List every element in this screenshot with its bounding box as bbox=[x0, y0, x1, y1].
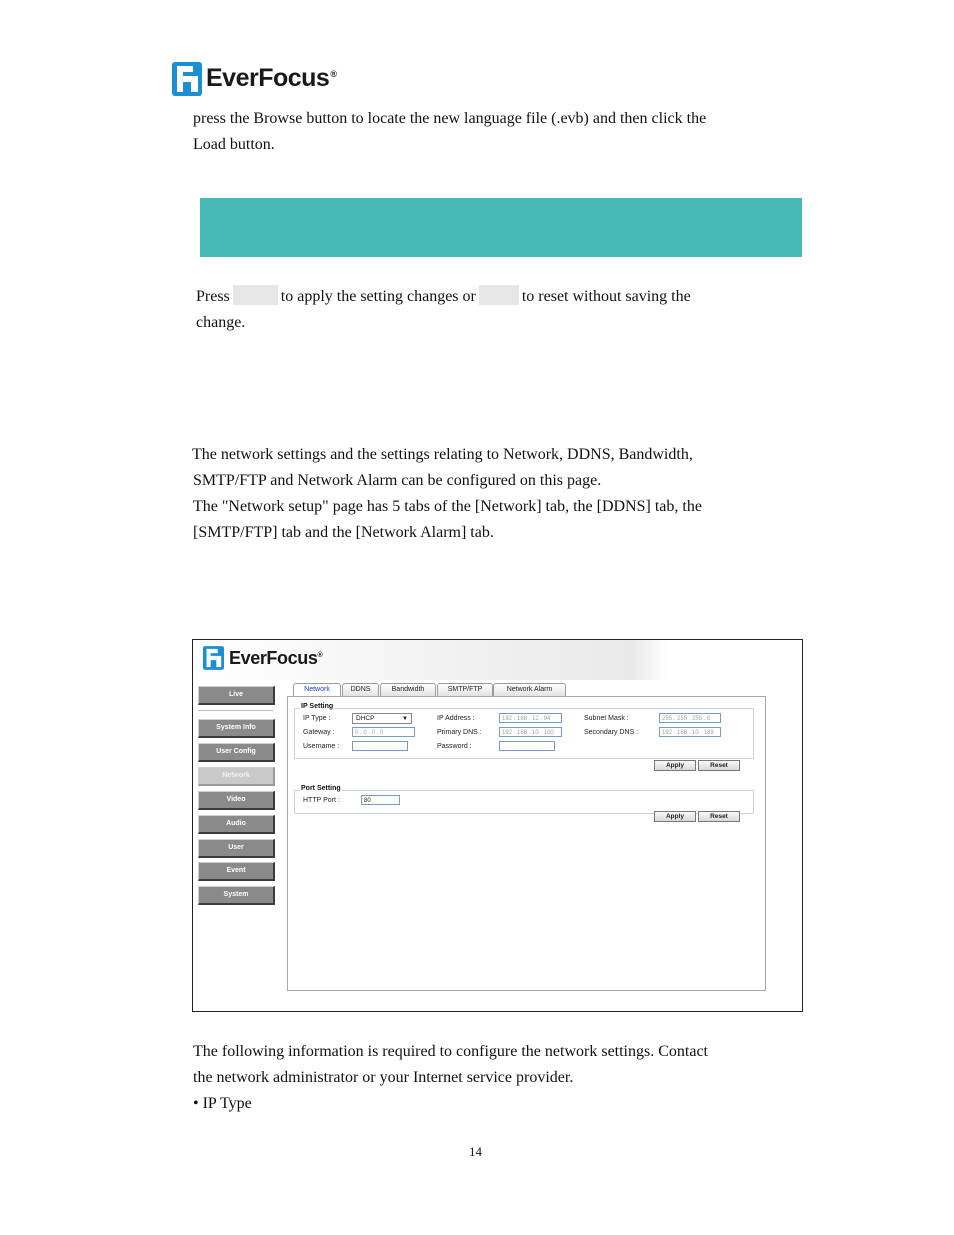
sidebar-item-video[interactable]: Video bbox=[198, 791, 275, 810]
port-setting-legend: Port Setting bbox=[301, 785, 341, 792]
note-banner bbox=[200, 198, 802, 257]
secondary-dns-label: Secondary DNS : bbox=[584, 729, 639, 736]
following-line-2: the network administrator or your Internet service provider. bbox=[193, 1069, 574, 1086]
reset-button-image bbox=[479, 285, 519, 305]
apply-instruction-line-1: Press to apply the setting changes or to reset without saving the bbox=[196, 284, 691, 310]
sidebar-item-audio[interactable]: Audio bbox=[198, 815, 275, 834]
sidebar-divider bbox=[198, 710, 273, 711]
gateway-field[interactable]: 0 . 0 . 0 . 0 bbox=[352, 727, 415, 737]
chevron-down-icon: ▼ bbox=[402, 716, 408, 722]
primary-dns-label: Primary DNS : bbox=[437, 729, 482, 736]
http-port-label: HTTP Port : bbox=[303, 797, 340, 804]
following-line-3: • IP Type bbox=[193, 1095, 252, 1112]
subnet-mask-field[interactable]: 255 . 255 . 255 . 0 bbox=[659, 713, 721, 723]
username-label: Username : bbox=[303, 743, 340, 750]
reset-button[interactable]: Reset bbox=[698, 760, 740, 771]
page-number: 14 bbox=[469, 1144, 482, 1159]
sidebar-item-user-config[interactable]: User Config bbox=[198, 743, 275, 762]
intro-line-2: Load button. bbox=[193, 136, 275, 153]
following-paragraph bbox=[193, 1039, 708, 1117]
password-field[interactable] bbox=[499, 741, 555, 751]
following-line-1: The following information is required to configure the network settings. Contact bbox=[193, 1043, 708, 1060]
ip-address-field[interactable]: 192 . 168 . 12 . 94 bbox=[499, 713, 562, 723]
network-line-4: [SMTP/FTP] tab and the [Network Alarm] tab. bbox=[193, 524, 494, 541]
apply-instruction-line-2: change. bbox=[196, 314, 246, 331]
port-reset-button[interactable]: Reset bbox=[698, 811, 740, 822]
tab-smtp-ftp[interactable]: SMTP/FTP bbox=[437, 683, 493, 696]
sidebar-item-event[interactable]: Event bbox=[198, 862, 275, 881]
ip-setting-legend: IP Setting bbox=[301, 703, 334, 710]
network-description bbox=[192, 442, 702, 546]
apply-button[interactable]: Apply bbox=[654, 760, 696, 771]
sidebar-item-system[interactable]: System bbox=[198, 886, 275, 905]
ip-address-label: IP Address : bbox=[437, 715, 475, 722]
brand-logo-text: EverFocus® bbox=[206, 64, 337, 92]
apply-instruction bbox=[196, 284, 691, 336]
ip-type-select[interactable]: DHCP ▼ bbox=[352, 713, 412, 724]
network-settings-panel bbox=[287, 696, 766, 991]
apply-button-image bbox=[233, 285, 278, 305]
everfocus-logo-icon bbox=[203, 646, 224, 670]
network-line-1: The network settings and the settings relating to Network, DDNS, Bandwidth, bbox=[192, 446, 693, 463]
secondary-dns-field[interactable]: 192 . 168 . 10 . 189 bbox=[659, 727, 721, 737]
sidebar-item-live[interactable]: Live bbox=[198, 686, 275, 705]
sidebar-item-network[interactable]: Network bbox=[198, 767, 275, 786]
intro-paragraph bbox=[193, 106, 706, 158]
ip-type-label: IP Type : bbox=[303, 715, 331, 722]
network-line-2: SMTP/FTP and Network Alarm can be configured on this page. bbox=[193, 472, 602, 489]
sidebar-item-system-info[interactable]: System Info bbox=[198, 719, 275, 738]
subnet-mask-label: Subnet Mask : bbox=[584, 715, 629, 722]
screenshot-brand-text: EverFocus® bbox=[229, 648, 323, 668]
tab-ddns[interactable]: DDNS bbox=[342, 683, 379, 696]
username-field[interactable] bbox=[352, 741, 408, 751]
network-line-3: The "Network setup" page has 5 tabs of the [Network] tab, the [DDNS] tab, the bbox=[193, 498, 702, 515]
sidebar-item-user[interactable]: User bbox=[198, 839, 275, 858]
tab-network-alarm[interactable]: Network Alarm bbox=[493, 683, 566, 696]
tab-network[interactable]: Network bbox=[293, 683, 341, 697]
tab-bandwidth[interactable]: Bandwidth bbox=[380, 683, 436, 696]
network-setup-screenshot bbox=[192, 639, 803, 1012]
port-apply-button[interactable]: Apply bbox=[654, 811, 696, 822]
everfocus-logo-icon bbox=[172, 62, 202, 96]
intro-line-1: press the Browse button to locate the new language file (.evb) and then click the bbox=[193, 110, 707, 127]
primary-dns-field[interactable]: 192 . 168 . 10 . 100 bbox=[499, 727, 562, 737]
gateway-label: Gateway : bbox=[303, 729, 335, 736]
http-port-field[interactable]: 80 bbox=[361, 795, 400, 805]
password-label: Password : bbox=[437, 743, 472, 750]
screenshot-header bbox=[193, 640, 802, 680]
